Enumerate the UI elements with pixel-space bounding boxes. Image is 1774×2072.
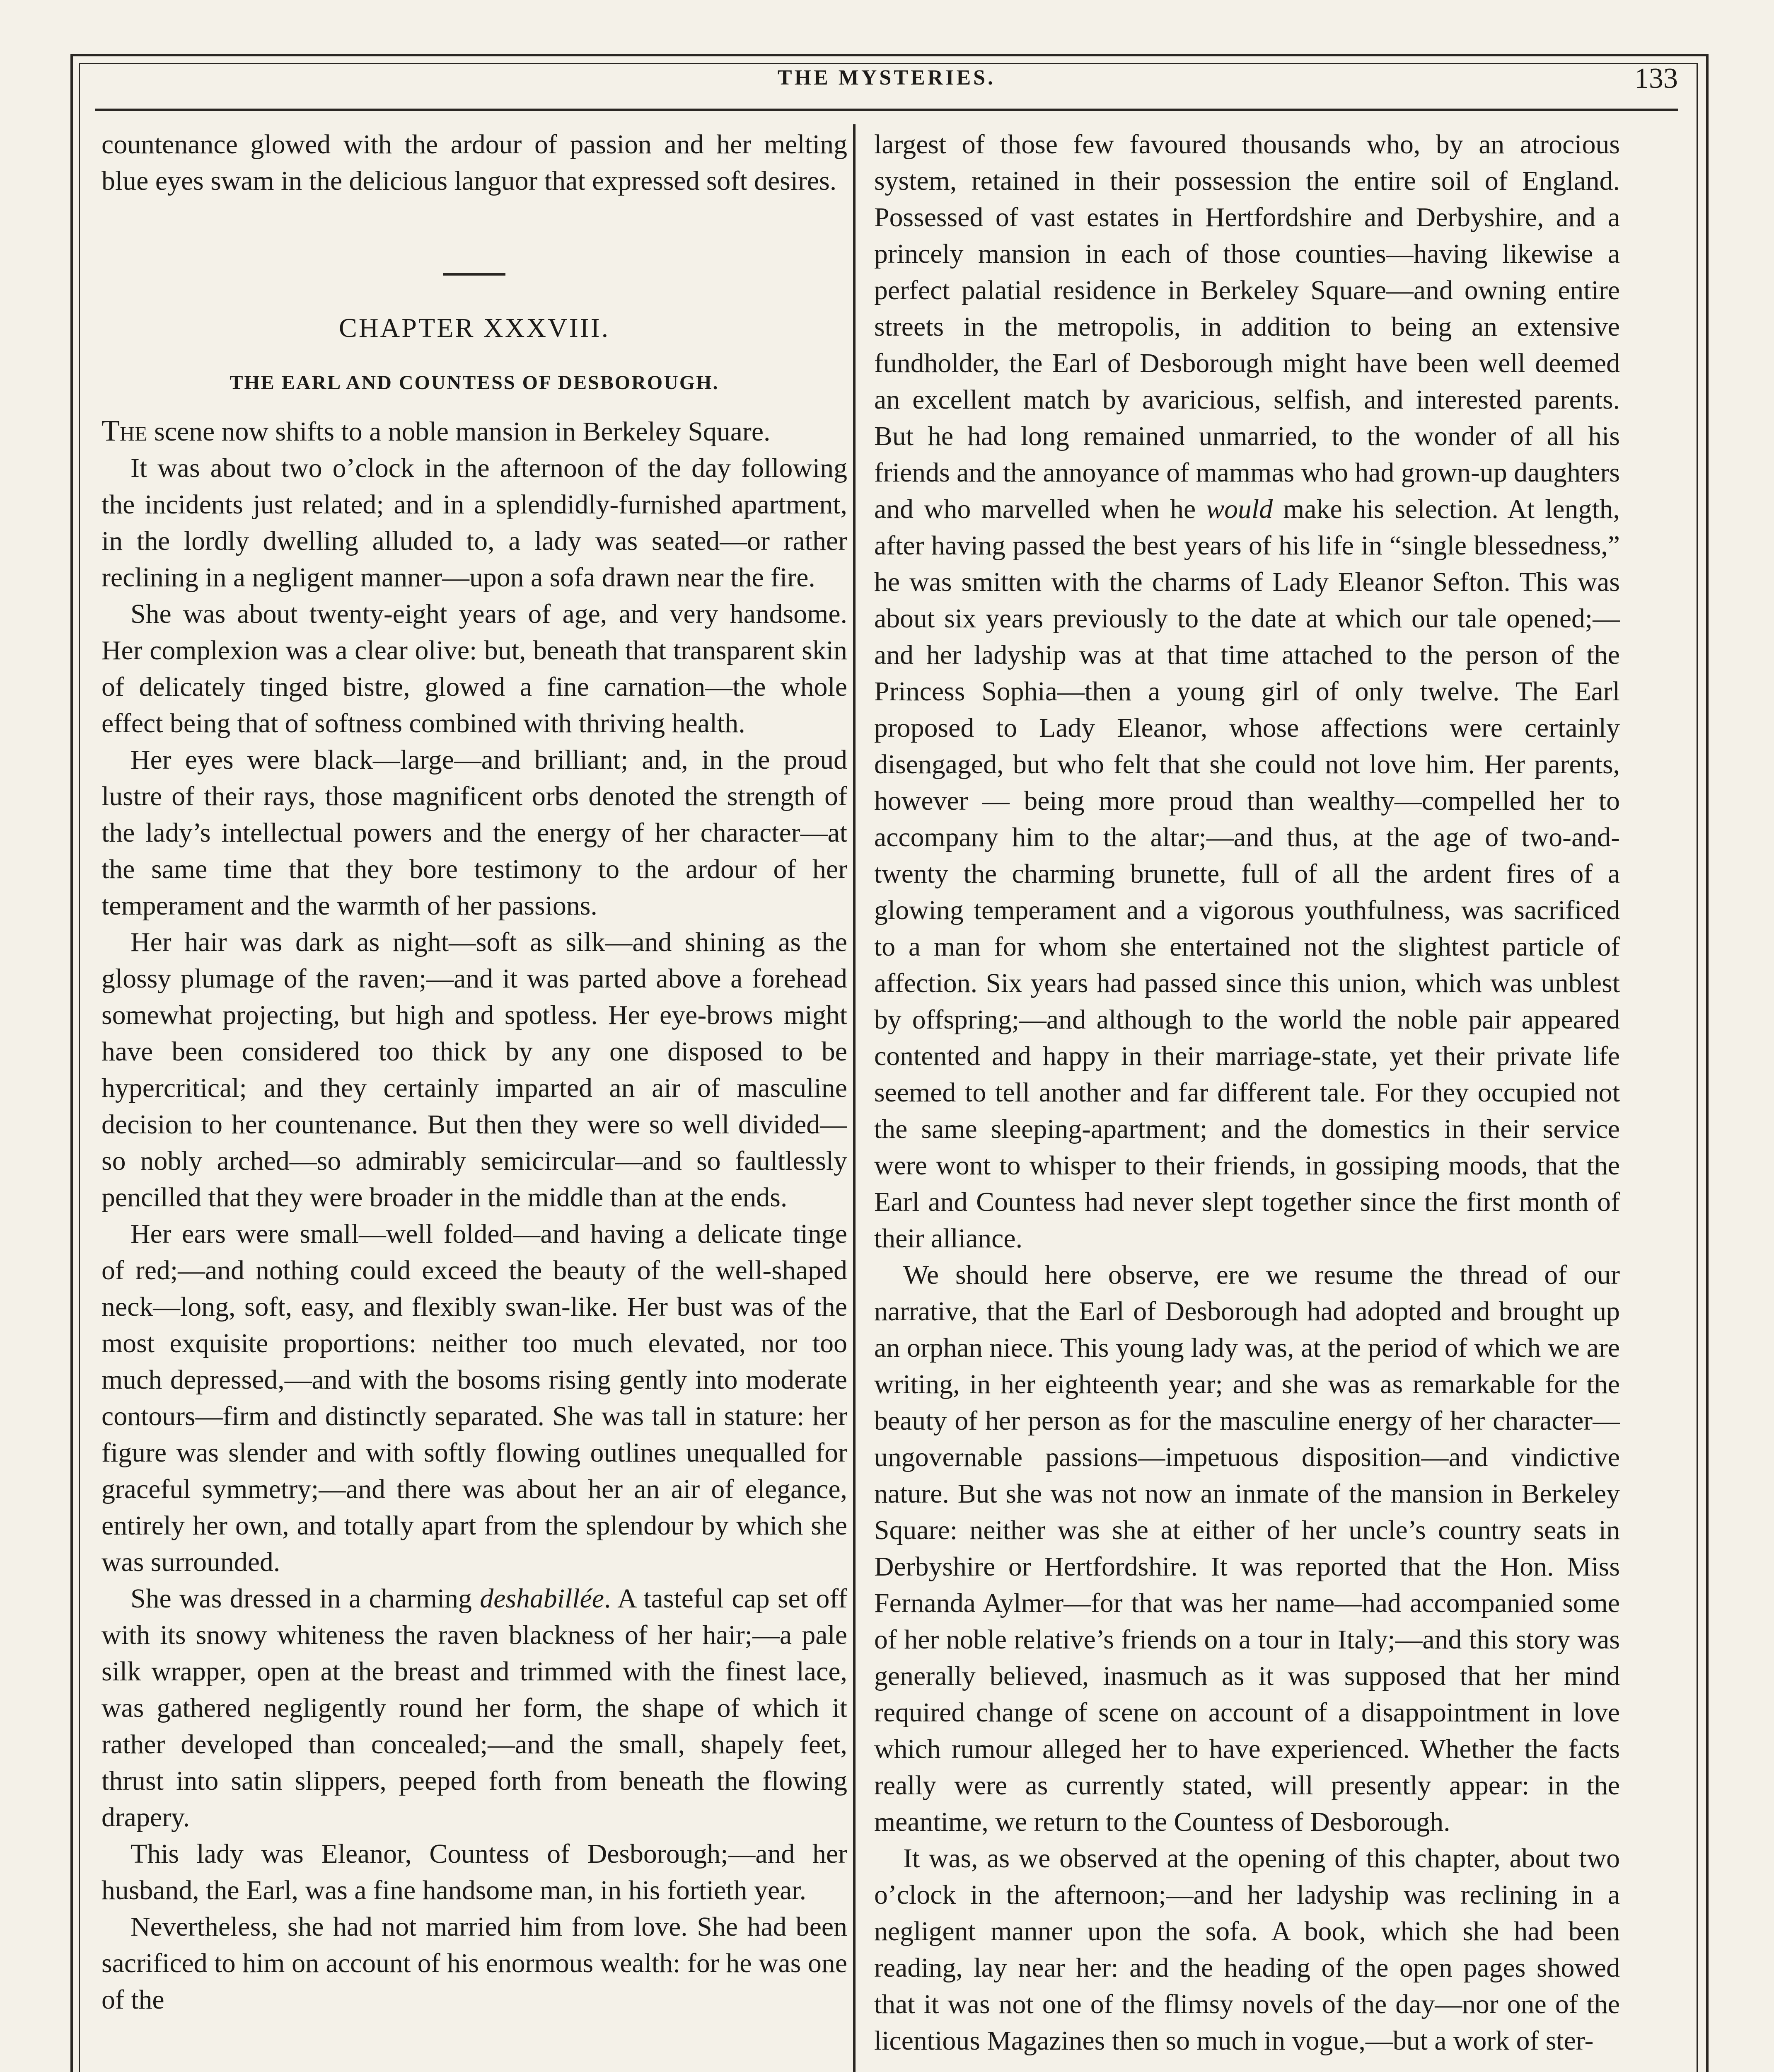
running-header — [95, 62, 1678, 108]
running-title: THE MYSTERIES. — [777, 66, 996, 90]
continued-paragraph — [874, 126, 1620, 1257]
dress-italic-word: deshabillée — [480, 1583, 604, 1614]
opening-word: The — [102, 414, 147, 447]
chapter-subtitle: THE EARL AND COUNTESS OF DESBOROUGH. — [230, 372, 719, 394]
right-column — [874, 126, 1620, 2072]
left-column — [102, 126, 847, 2072]
carryover-paragraph: countenance glowed with the ardour of passion and her melting blue eyes swam in the delicious languor that expressed soft desires. — [102, 129, 847, 196]
paragraph: Her eyes were black—large—and brilliant; and, in the proud lustre of their rays, those magnificent orbs denoted the strength of the lady’s intellectual powers and the energy of her character—at the same time that they bore testimony to the ardour of her temperament and the warmth of her passions. — [102, 745, 847, 921]
paragraph: Nevertheless, she had not married him from love. She had been sacrificed to him on account of his enormous wealth: for he was one of the — [102, 1912, 847, 2015]
column-divider — [853, 124, 856, 2072]
chapter-title: CHAPTER XXXVIII. — [338, 313, 610, 343]
chapter-separator-rule — [443, 273, 505, 276]
header-rule — [95, 109, 1678, 111]
continued-text-end: make his selection. At length, after having passed the best years of his life in “single blessedness,” he was smitten with the charms of Lady Eleanor Sefton. This was about six years previously to the date at which our tale opened;—and her ladyship was at that time attached to the person of the Princess Sophia—then a young girl of only twelve. The Earl proposed to Lady Eleanor, whose affections were certainly disengaged, but who felt that she could not love him. Her parents, however — being more proud than wealthy—compelled her to accompany him to the altar;—and thus, at the age of two-and-twenty the charming brunette, full of all the ardent fires of a glowing temperament and a vigorous youthfulness, was sacrificed to a man for whom she entertained not the slightest particle of affection. Six years had passed since this union, which was unblest by offspring;—and although to the world the noble pair appeared contented and happy in their marriage-state, yet their private life seemed to tell another and far different tale. For they occupied not the same sleeping-apartment; and the domestics in their service were wont to whisper to their friends, in gossiping moods, that the Earl and Countess had never slept together since the first month of their alliance. — [874, 494, 1620, 1254]
paragraph: We should here observe, ere we resume the thread of our narrative, that the Earl of Desborough had adopted and brought up an orphan niece. This young lady was, at the period of which we are writing, in her eighteenth year; and she was as remarkable for the beauty of her person as for the masculine energy of her character—ungovernable passions—impetuous disposition—and vindictive nature. But she was not now an inmate of the mansion in Berkeley Square: neither was she at either of her uncle’s country seats in Derbyshire or Hertfordshire. It was reported that the Hon. Miss Fernanda Aylmer—for that was her name—had accompanied some of her noble relative’s friends on a tour in Italy;—and this story was generally believed, inasmuch as it was supposed that her mind required change of scene on account of a disappointment in love which rumour alleged her to have experienced. Whether the facts really were as currently stated, will presently appear: in the meantime, we return to the Countess of Desborough. — [874, 1260, 1620, 1837]
paragraph: Her hair was dark as night—soft as silk—and shining as the glossy plumage of the raven;—and it was parted above a forehead somewhat projecting, but high and spotless. Her eye-brows might have been considered too thick by any one disposed to be hypercritical; and they certainly imparted an air of masculine decision to her countenance. But then they were so well divided—so nobly arched—so admirably semicircular—and so faultlessly pencilled that they were broader in the middle than at the ends. — [102, 927, 847, 1213]
paragraph: This lady was Eleanor, Countess of Desborough;—and her husband, the Earl, was a fine handsome man, in his fortieth year. — [102, 1839, 847, 1905]
continued-text-start: largest of those few favoured thousands who, by an atrocious system, retained in their possession the entire soil of England. Possessed of vast estates in Hertfordshire and Derbyshire, and a princely mansion in each of those counties—having likewise a perfect palatial residence in Berkeley Square—and owning entire streets in the metropolis, in addition to being an extensive fundholder, the Earl of Desborough might have been well deemed an excellent match by avaricious, selfish, and interested parents. But he had long remained unmarried, to the wonder of all his friends and the annoyance of mammas who had grown-up daughters and who marvelled when he — [874, 129, 1620, 524]
dress-text-end: . A tasteful cap set off with its snowy whiteness the raven blackness of her hair;—a pale silk wrapper, open at the breast and trimmed with the finest lace, was gathered negligently round her form, the shape of which it rather developed than concealed;—and the small, shapely feet, thrust into satin slippers, peeped forth from beneath the flowing drapery. — [102, 1583, 847, 1832]
chapter-opening-paragraph — [102, 412, 847, 450]
paragraph: It was, as we observed at the opening of this chapter, about two o’clock in the afternoon;—and her ladyship was reclining in a negligent manner upon the sofa. A book, which she had been reading, lay near her: and the heading of the open pages showed that it was not one of the flimsy novels of the day—nor one of the licentious Magazines then so much in vogue,—but a work of ster- — [874, 1843, 1620, 2056]
page-number: 133 — [1634, 63, 1678, 94]
paragraph-dress — [102, 1581, 847, 1836]
paragraph: She was about twenty-eight years of age, and very handsome. Her complexion was a clear olive: but, beneath that transparent skin of delicately tinged bistre, glowed a fine carnation—the whole effect being that of softness combined with thriving health. — [102, 599, 847, 738]
continued-italic-word: would — [1206, 494, 1273, 524]
opening-text: scene now shifts to a noble mansion in Berkeley Square. — [147, 416, 771, 447]
dress-text-start: She was dressed in a charming — [131, 1583, 480, 1614]
paragraph: It was about two o’clock in the afternoon of the day following the incidents just related; and in a splendidly-furnished apartment, in the lordly dwelling alluded to, a lady was seated—or rather reclining in a negligent manner—upon a sofa drawn near the fire. — [102, 453, 847, 593]
paragraph: Her ears were small—well folded—and having a delicate tinge of red;—and nothing could exceed the beauty of the well-shaped neck—long, soft, easy, and flexibly swan-like. Her bust was of the most exquisite proportions: neither too much elevated, nor too much depressed,—and with the bosoms rising gently into moderate contours—firm and distinctly separated. She was tall in stature: her figure was slender and with softly flowing outlines unequalled for graceful symmetry;—and there was about her an air of elegance, entirely her own, and totally apart from the splendour by which she was surrounded. — [102, 1219, 847, 1577]
